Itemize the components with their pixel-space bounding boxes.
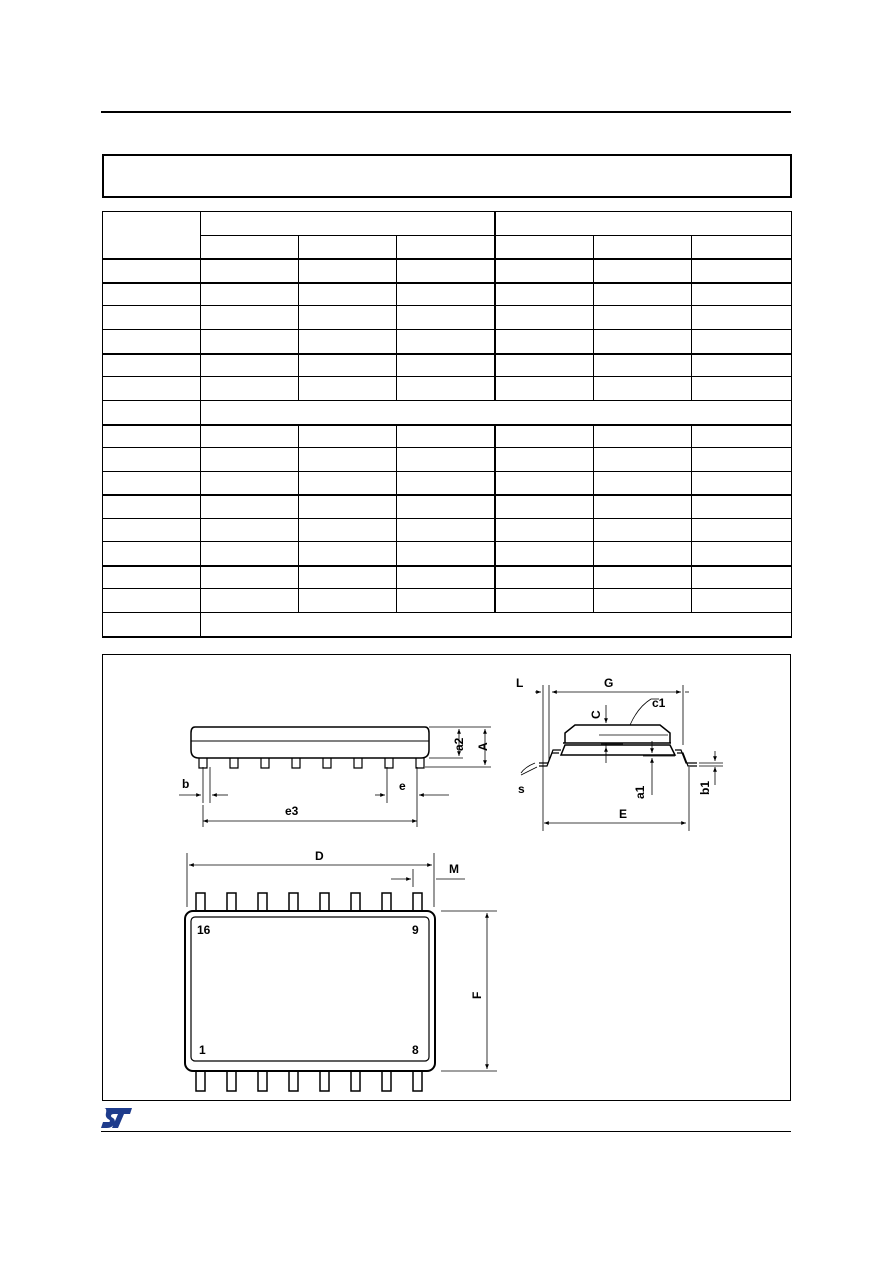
package-outline-drawing: [103, 655, 790, 1100]
bottom-lead: [289, 1071, 298, 1091]
end-view: [539, 725, 697, 766]
side-lead: [323, 758, 331, 768]
table-row: [103, 519, 792, 542]
dim-label-e-width: E: [619, 807, 628, 821]
group-header-cell: [495, 212, 792, 236]
dim-label-f: F: [470, 991, 484, 999]
top-lead: [227, 893, 236, 911]
bottom-leads: [196, 1071, 422, 1091]
table-header-row: [103, 212, 792, 236]
subheader-cell: [397, 236, 495, 259]
side-lead: [261, 758, 269, 768]
dim-label-b1: b1: [698, 780, 712, 795]
table-row: [103, 354, 792, 377]
top-lead: [320, 893, 329, 911]
table-row: [103, 589, 792, 613]
dim-label-b: b: [182, 777, 190, 791]
table-row: [103, 472, 792, 495]
table-row: [103, 566, 792, 589]
dim-label-e3: e3: [285, 804, 299, 818]
bottom-lead: [320, 1071, 329, 1091]
side-lead: [199, 758, 207, 768]
side-lead: [292, 758, 300, 768]
pin-label-16: 16: [197, 923, 211, 937]
top-lead: [289, 893, 298, 911]
dim-label-l: L: [516, 676, 524, 690]
subheader-cell: [692, 236, 792, 259]
header-rule: [101, 111, 791, 113]
side-lead: [416, 758, 424, 768]
top-leads: [196, 893, 422, 911]
bottom-lead: [258, 1071, 267, 1091]
side-view: [191, 727, 429, 768]
table-title-box: [102, 154, 792, 198]
bottom-lead: [196, 1071, 205, 1091]
dim-label-c: C: [589, 710, 603, 719]
table-row: [103, 283, 792, 306]
bottom-lead: [351, 1071, 360, 1091]
subheader-cell: [299, 236, 397, 259]
side-dimension-lines: [179, 727, 491, 827]
footer-rule: [101, 1131, 791, 1132]
st-logo-icon: [100, 1106, 134, 1130]
table-row: [103, 259, 792, 283]
top-lead: [351, 893, 360, 911]
dimensions-table: [102, 211, 792, 638]
dim-header-cell: [103, 212, 201, 259]
pin-label-9: 9: [412, 923, 419, 937]
dim-label-a2: a2: [452, 737, 466, 751]
table-row: [103, 542, 792, 566]
pin-label-1: 1: [199, 1043, 206, 1057]
top-view: [185, 893, 435, 1091]
top-dimension-lines: [187, 853, 497, 1071]
bottom-lead: [413, 1071, 422, 1091]
group-header-cell: [201, 212, 495, 236]
table-row: [103, 448, 792, 472]
table-row: [103, 377, 792, 401]
subheader-cell: [594, 236, 692, 259]
table-row: [103, 495, 792, 519]
top-lead: [413, 893, 422, 911]
table-row: [103, 306, 792, 330]
table-row-merged: [103, 401, 792, 425]
dim-label-s: s: [518, 782, 525, 796]
subheader-cell: [495, 236, 594, 259]
table-subheader-row: [103, 236, 792, 259]
top-lead: [258, 893, 267, 911]
dim-label-e: e: [399, 779, 406, 793]
side-lead: [230, 758, 238, 768]
side-lead: [385, 758, 393, 768]
dim-label-m: M: [449, 862, 459, 876]
dim-label-c1: c1: [652, 696, 666, 710]
dim-label-a: A: [476, 742, 490, 751]
dim-label-a1: a1: [633, 785, 647, 799]
bottom-lead: [382, 1071, 391, 1091]
side-lead: [354, 758, 362, 768]
top-lead: [196, 893, 205, 911]
package-drawing-box: [102, 654, 791, 1101]
subheader-cell: [201, 236, 299, 259]
side-leads: [199, 758, 424, 768]
pin-label-8: 8: [412, 1043, 419, 1057]
table-row: [103, 425, 792, 448]
top-lead: [382, 893, 391, 911]
dim-label-d: D: [315, 849, 324, 863]
table-row: [103, 330, 792, 354]
table-row-merged: [103, 613, 792, 637]
dim-label-g: G: [604, 676, 614, 690]
bottom-lead: [227, 1071, 236, 1091]
